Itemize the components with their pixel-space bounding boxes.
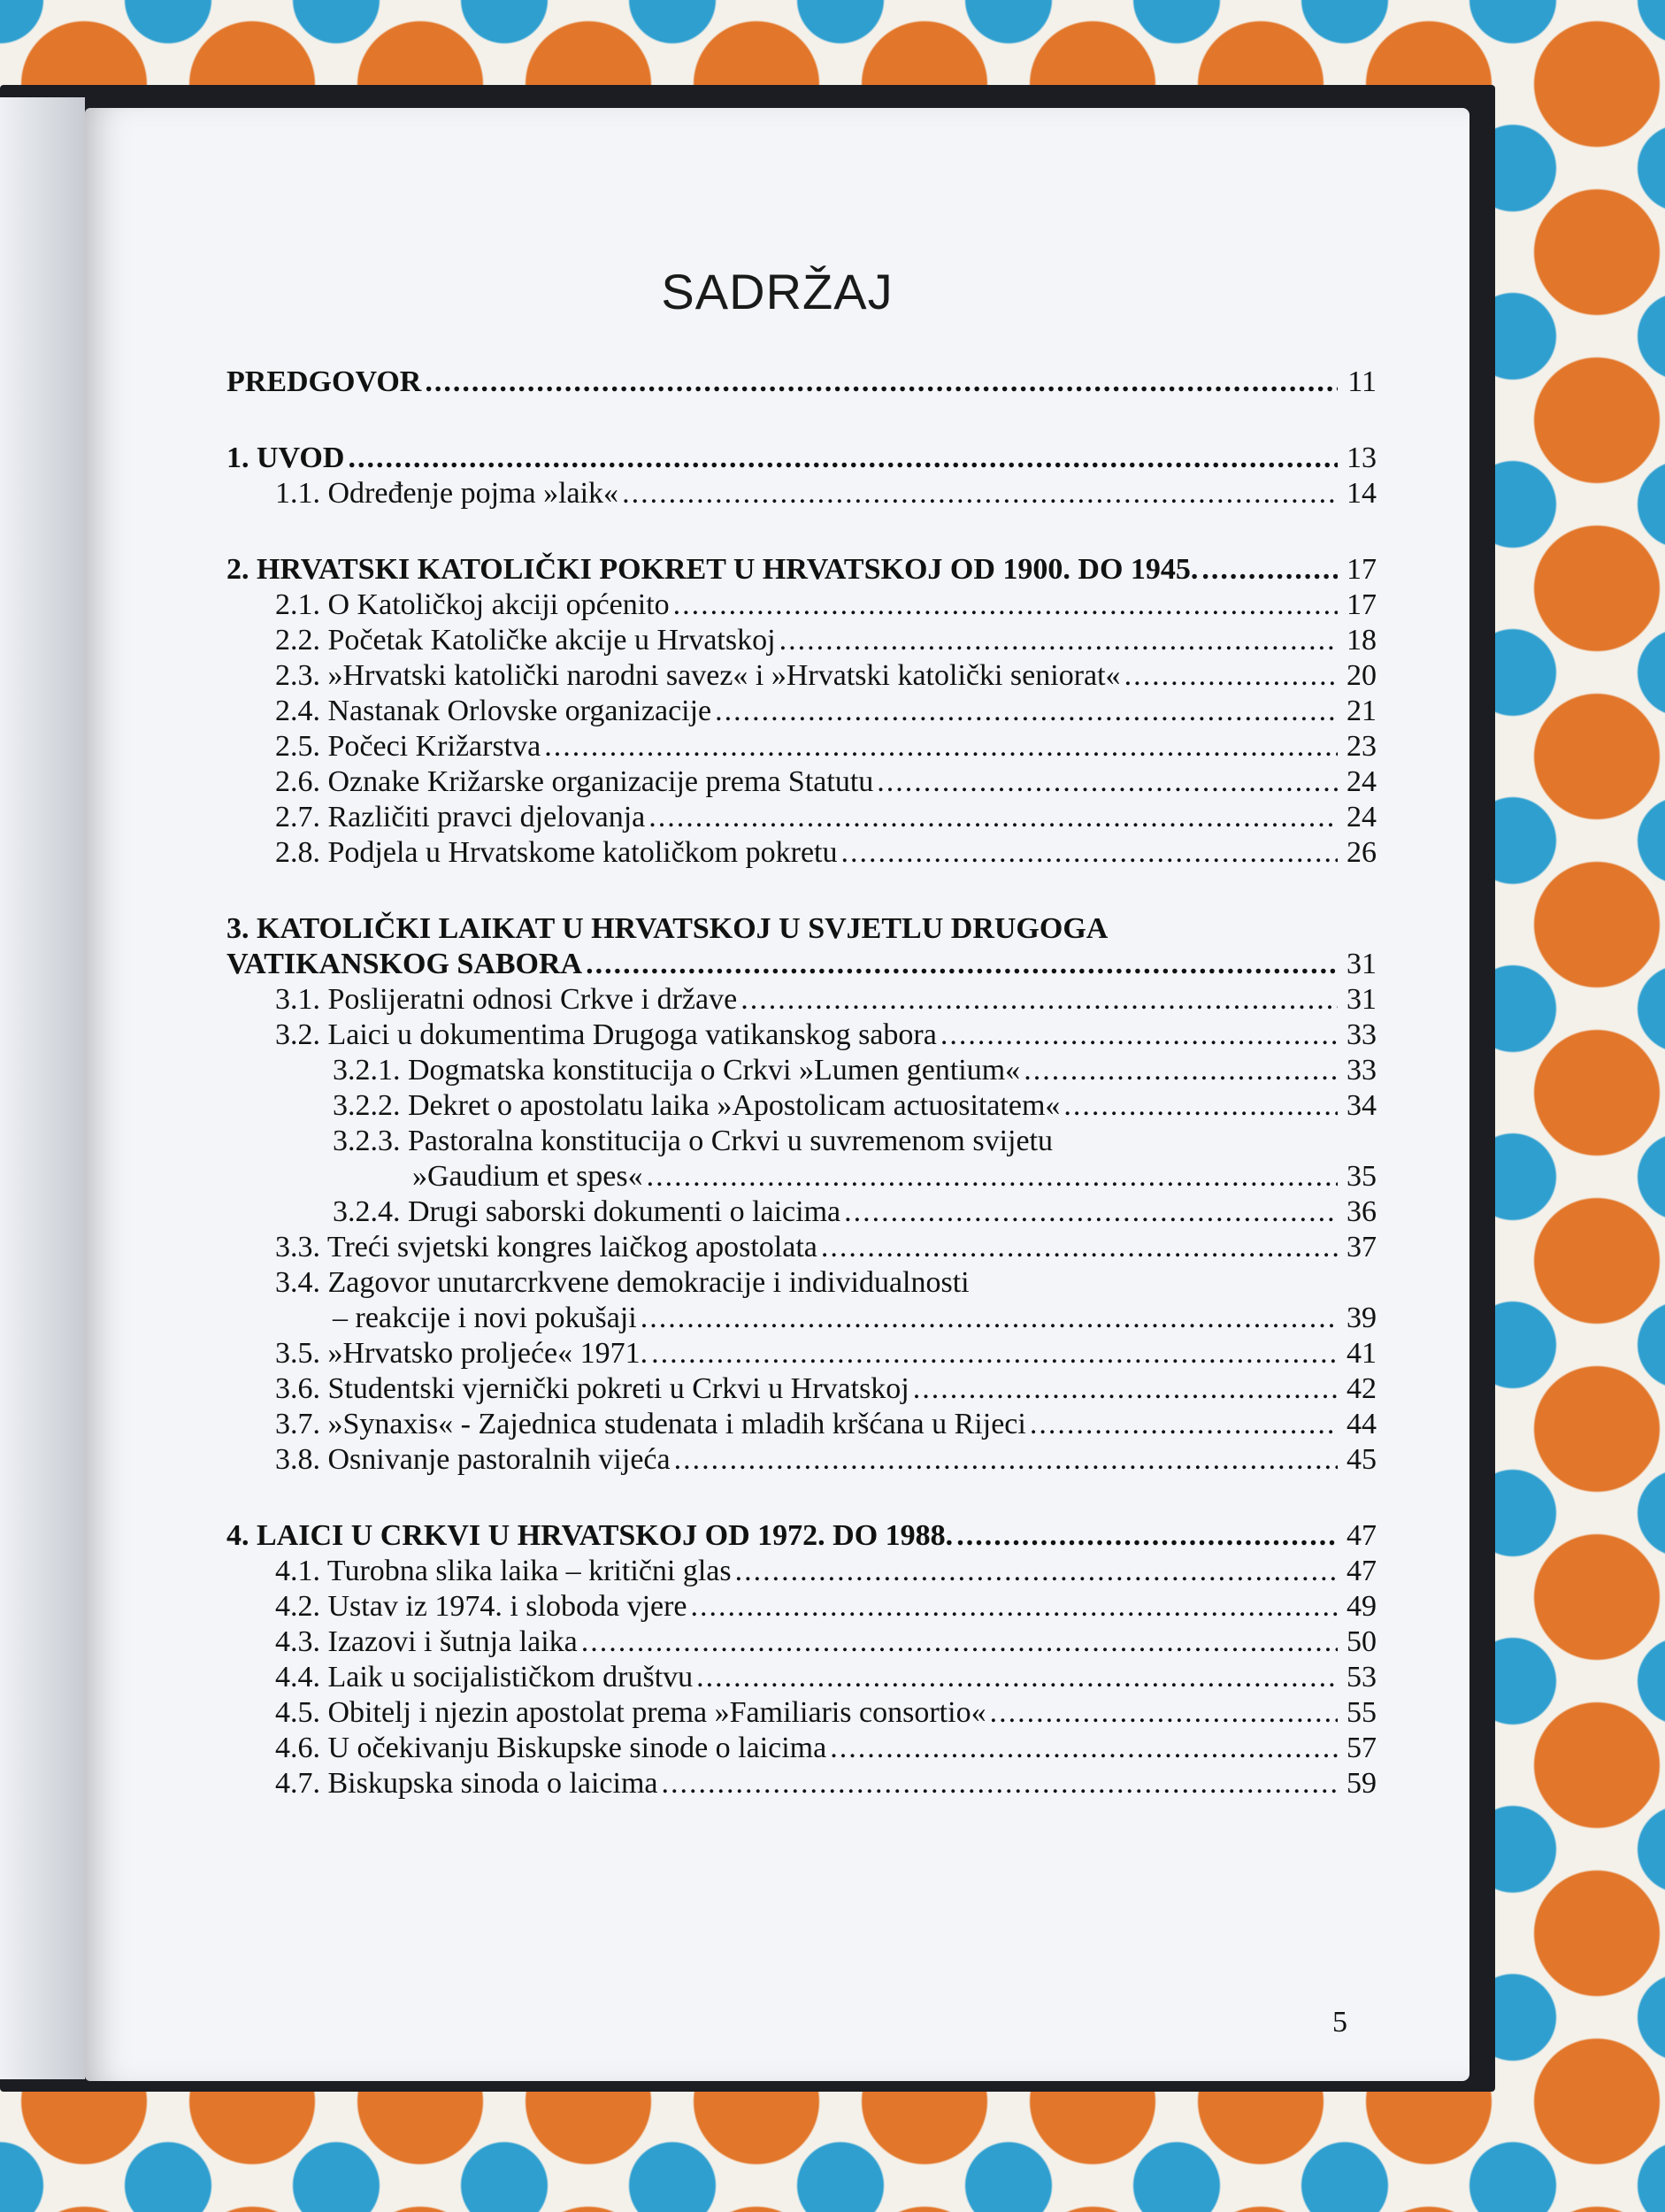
toc-entry: 2.8. Podjela u Hrvatskome katoličkom pokretu ..... 26 [226, 835, 1377, 871]
toc-page [85, 108, 1469, 2081]
toc-entry: VATIKANSKOG SABORA ..... 31 [226, 947, 1377, 982]
toc-entry: 1.1. Određenje pojma »laik« ..... 14 [226, 476, 1377, 511]
toc-entry-line: 3.4. Zagovor unutarcrkvene demokracije i individualnosti [275, 1266, 970, 1299]
toc-entry: 4.4. Laik u socijalističkom društvu ..... 53 [226, 1660, 1377, 1695]
toc-entry: 2.4. Nastanak Orlovske organizacije ..... 21 [226, 694, 1377, 729]
toc-entry: 3.3. Treći svjetski kongres laičkog apostolata ..... 37 [226, 1230, 1377, 1265]
toc-entry: PREDGOVOR ..... 11 [226, 365, 1377, 400]
toc-entry: 4. LAICI U CRKVI U HRVATSKOJ OD 1972. DO 1988. ..... 47 [226, 1518, 1377, 1554]
toc-entry: 2.3. »Hrvatski katolički narodni savez« i »Hrvatski katolički seniorat« ..... 20 [226, 658, 1377, 694]
toc-entry: 1. UVOD ..... 13 [226, 441, 1377, 476]
toc-entry: 3.6. Studentski vjernički pokreti u Crkvi u Hrvatskoj ..... 42 [226, 1371, 1377, 1407]
toc-entry: 3.5. »Hrvatsko proljeće« 1971. ..... 41 [226, 1336, 1377, 1371]
toc-entry: 3.2. Laici u dokumentima Drugoga vatikanskog sabora ..... 33 [226, 1018, 1377, 1053]
toc-entry: – reakcije i novi pokušaji ..... 39 [226, 1301, 1377, 1336]
toc-entry: 2.2. Početak Katoličke akcije u Hrvatskoj ..... 18 [226, 623, 1377, 658]
toc-entry: 3.8. Osnivanje pastoralnih vijeća ..... 45 [226, 1442, 1377, 1478]
toc-entry: 3.2.2. Dekret o apostolatu laika »Apostolicam actuositatem« ..... 34 [226, 1088, 1377, 1124]
toc-entry: 2.5. Počeci Križarstva ..... 23 [226, 729, 1377, 764]
toc-entry: 4.6. U očekivanju Biskupske sinode o laicima ..... 57 [226, 1731, 1377, 1766]
toc-entry-line: 3.2.3. Pastoralna konstitucija o Crkvi u suvremenom svijetu [333, 1125, 1054, 1157]
toc-entry: 3.7. »Synaxis« - Zajednica studenata i mladih kršćana u Rijeci ..... 44 [226, 1407, 1377, 1442]
toc-entry: 3.2.4. Drugi saborski dokumenti o laicima ..... 36 [226, 1194, 1377, 1230]
toc-entry: 2. HRVATSKI KATOLIČKI POKRET U HRVATSKOJ OD 1900. DO 1945. ..... 17 [226, 552, 1377, 588]
toc-entry: 4.2. Ustav iz 1974. i sloboda vjere ..... 49 [226, 1589, 1377, 1624]
toc-entry: »Gaudium et spes« ..... 35 [226, 1159, 1377, 1194]
left-page-edge [0, 97, 85, 2079]
toc-entry: 2.6. Oznake Križarske organizacije prema Statutu ..... 24 [226, 764, 1377, 800]
page-title: SADRŽAJ [661, 264, 894, 319]
toc-entry: 4.7. Biskupska sinoda o laicima ..... 59 [226, 1766, 1377, 1801]
toc-entry: 2.1. O Katoličkoj akciji općenito ..... 17 [226, 588, 1377, 623]
toc-entry: 4.3. Izazovi i šutnja laika ..... 50 [226, 1624, 1377, 1660]
table-of-contents [226, 365, 1377, 1801]
toc-entry: 2.7. Različiti pravci djelovanja ..... 24 [226, 800, 1377, 835]
toc-entry: 3.1. Poslijeratni odnosi Crkve i države ..... 31 [226, 982, 1377, 1018]
toc-entry: 4.1. Turobna slika laika – kritični glas ..... 47 [226, 1554, 1377, 1589]
toc-entry: 3.2.1. Dogmatska konstitucija o Crkvi »Lumen gentium« ..... 33 [226, 1053, 1377, 1088]
toc-entry: 4.5. Obitelj i njezin apostolat prema »Familiaris consortio« ..... 55 [226, 1695, 1377, 1731]
page-number: 5 [1332, 2006, 1347, 2039]
toc-entry-line: 3. KATOLIČKI LAIKAT U HRVATSKOJ U SVJETLU DRUGOGA [226, 912, 1109, 945]
